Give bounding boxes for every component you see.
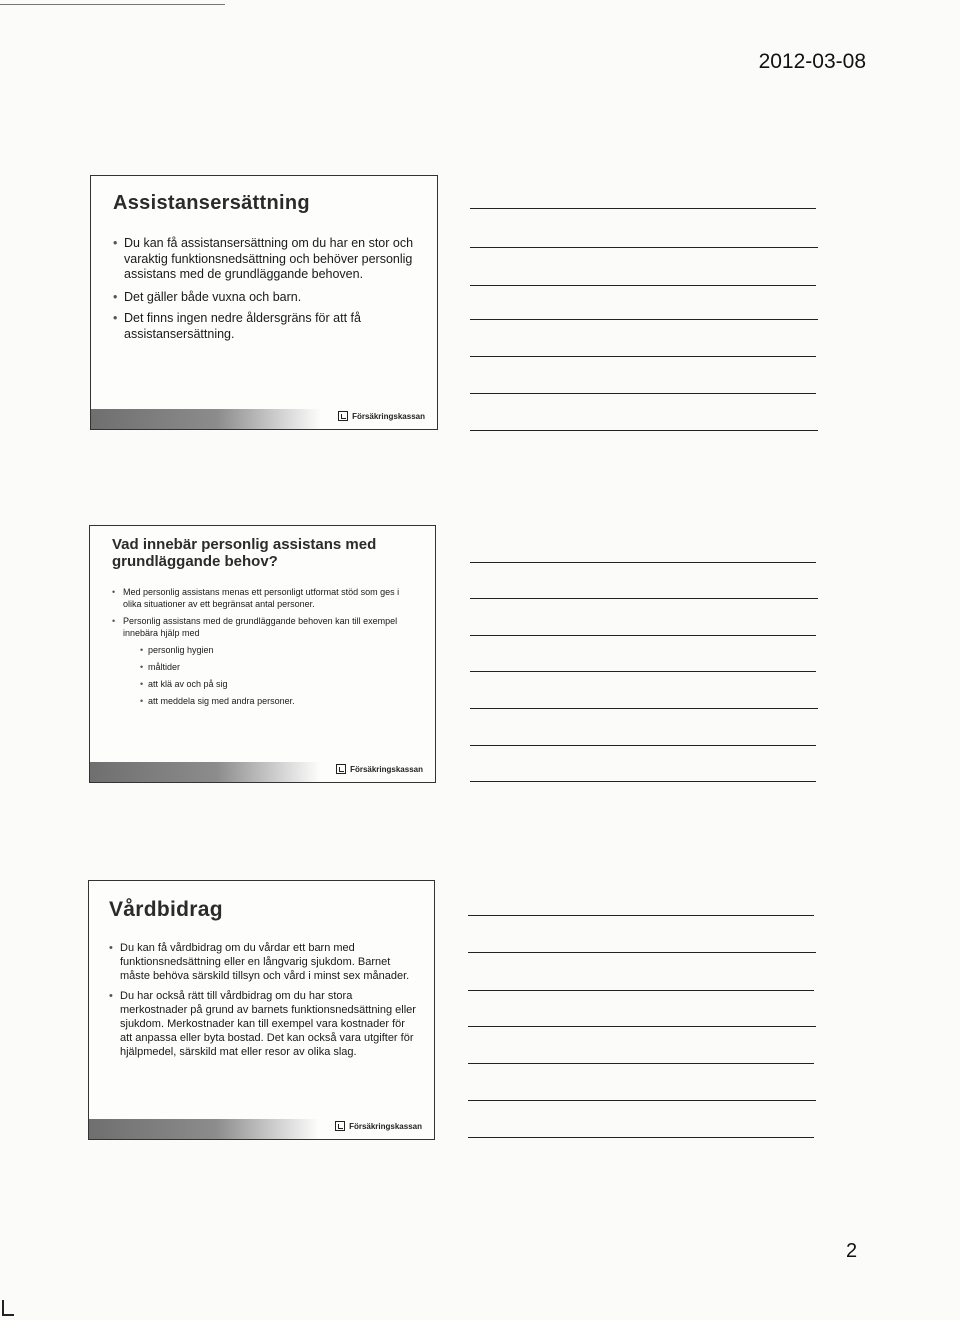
note-line [470, 562, 816, 563]
slide-personlig-assistans [89, 525, 436, 783]
notes-lines-2 [470, 560, 818, 790]
bullet-item: • Det finns ingen nedre åldersgräns för att få assistansersättning. [113, 311, 419, 342]
note-line [470, 285, 816, 286]
note-line [468, 990, 814, 991]
bullet-list [112, 586, 412, 707]
slide-title: Vad innebär personlig assistans med grundläggande behov? [112, 536, 377, 570]
note-line [470, 671, 816, 672]
note-line [470, 781, 816, 782]
page-date: 2012-03-08 [758, 50, 866, 73]
logo-text: Försäkringskassan [349, 1121, 422, 1131]
sub-bullet-item: • personlig hygien [140, 644, 412, 656]
logo-text: Försäkringskassan [350, 764, 423, 774]
notes-lines-1 [470, 205, 818, 435]
slide-title: Vårdbidrag [109, 898, 223, 921]
slide-footer [91, 409, 437, 429]
logo-text: Försäkringskassan [352, 411, 425, 421]
bullet-list [113, 236, 419, 342]
note-line [470, 430, 818, 431]
note-line [470, 635, 816, 636]
bullet-item: • Du har också rätt till vårdbidrag om du har stora merkostnader på grund av barnets funktionsnedsättning eller sjukdom. Merkostnader kan till exempel vara kostnader för att anpassa eller byta bostad. Det kan också vara utgifter för hjälpmedel, särskild mat eller resor av olika slag. [109, 989, 417, 1059]
sub-bullet-item: • att meddela sig med andra personer. [140, 695, 412, 707]
forsakringskassan-logo-icon [336, 764, 346, 774]
logo [336, 764, 423, 774]
bullet-item [112, 615, 412, 707]
note-line [468, 1137, 814, 1138]
bullet-item: • Du kan få assistansersättning om du har en stor och varaktig funktionsnedsättning och behöver personlig assistans med de grundläggande behoven. [113, 236, 419, 283]
slide-vardbidrag [88, 880, 435, 1140]
sub-bullet-item: • måltider [140, 661, 412, 673]
note-line [468, 1063, 814, 1064]
footer-gradient [90, 762, 320, 782]
bullet-item: • Med personlig assistans menas ett personligt utformat stöd som ges i olika situationer av ett begränsat antal personer. [112, 586, 412, 610]
logo [335, 1121, 422, 1131]
note-line [470, 247, 818, 248]
note-line [468, 1100, 816, 1101]
bullet-text: Personlig assistans med de grundläggande behoven kan till exempel innebära hjälp med [123, 616, 398, 638]
scan-edge-line [0, 4, 225, 5]
logo [338, 411, 425, 421]
sub-bullet-item: • att klä av och på sig [140, 678, 412, 690]
slide-footer [89, 1119, 434, 1139]
forsakringskassan-logo-icon [335, 1121, 345, 1131]
bullet-list [109, 941, 417, 1059]
note-line [470, 393, 816, 394]
slide-assistansersattning [90, 175, 438, 430]
note-line [470, 319, 818, 320]
bullet-item: • Det gäller både vuxna och barn. [113, 290, 419, 306]
note-line [470, 745, 816, 746]
note-line [468, 1026, 816, 1027]
footer-gradient [91, 409, 321, 429]
slide-title: Assistansersättning [113, 192, 310, 214]
slide-footer [90, 762, 435, 782]
note-line [468, 915, 814, 916]
corner-mark [2, 1300, 14, 1316]
sub-bullet-list [112, 644, 412, 707]
note-line [470, 598, 818, 599]
footer-gradient [89, 1119, 319, 1139]
notes-lines-3 [468, 912, 818, 1142]
forsakringskassan-logo-icon [338, 411, 348, 421]
page-number: 2 [846, 1240, 858, 1262]
note-line [470, 708, 818, 709]
note-line [470, 356, 816, 357]
bullet-item: • Du kan få vårdbidrag om du vårdar ett barn med funktionsnedsättning eller en långvarig sjukdom. Barnet måste behöva särskild tillsyn och vård i minst sex månader. [109, 941, 417, 983]
note-line [468, 952, 816, 953]
note-line [470, 208, 816, 209]
